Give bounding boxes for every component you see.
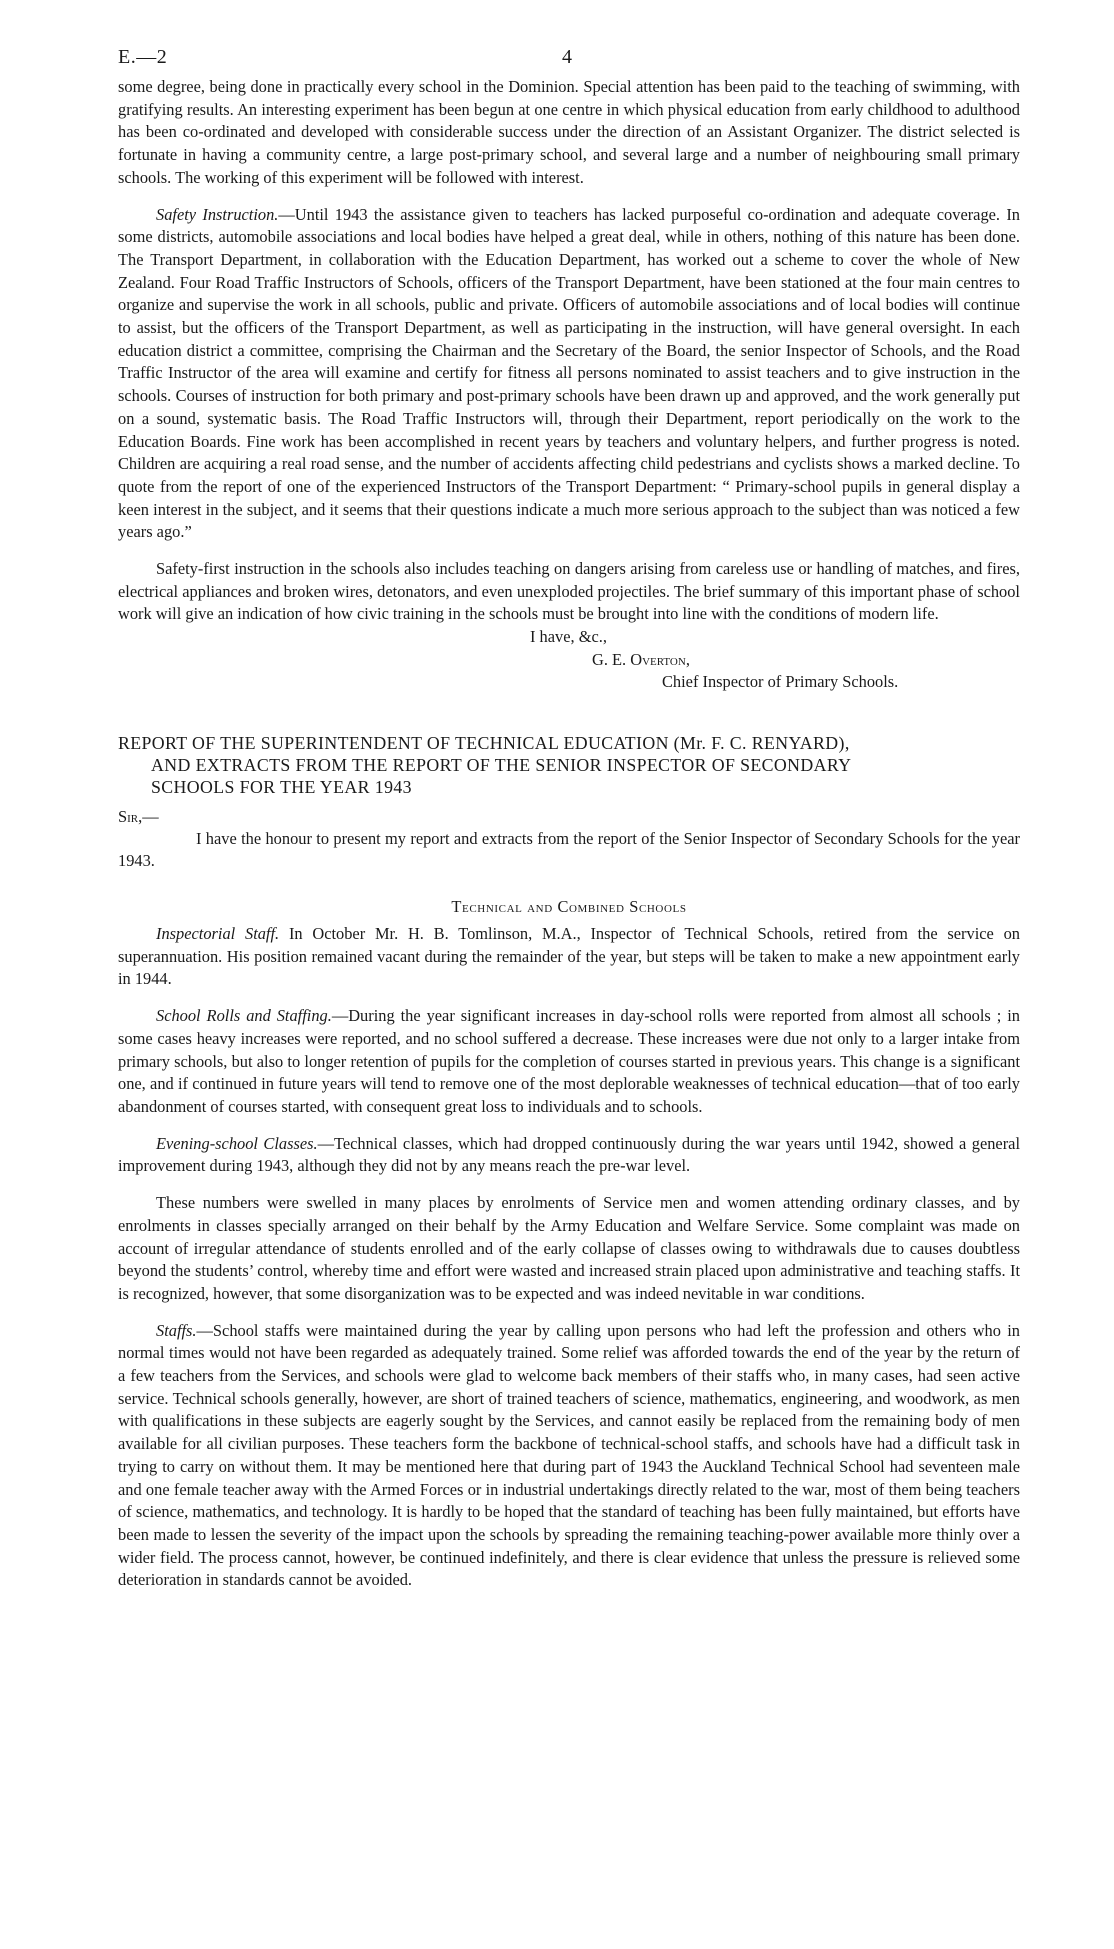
safety-instruction-text: —Until 1943 the assistance given to teachers has lacked purposeful co-ordination and adequate coverage. In some districts, automobile associations and local bodies have helped a great deal, while in others, nothing of this nature has been done. The Transport Department, in collaboration with the Education Department, has worked out a scheme to cover the whole of New Zealand. Four Road Traffic Instructors of Schools, officers of the Transport Department, have been stationed at the four main centres to organize and supervise the work in all schools, public and private. Officers of automobile associations and of local bodies will continue to assist, but the officers of the Transport Department, as well as participating in the instruction, will have general oversight. In each education district a committee, comprising the Chairman and the Secretary of the Board, the senior Inspector of Schools, and the Road Traffic Instructor of the area will examine and certify for fitness all persons nominated to assist teachers and to give instruction in the schools. Courses of instruction for both primary and post-primary schools have been drawn up and approved, and the work generally put on a sound, systematic basis. The Road Traffic Instructors will, through their Department, report periodically on the work to the Education Boards. Fine work has been accomplished in recent years by teachers and voluntary helpers, and further progress is noted. Children are acquiring a real road sense, and the number of accidents affecting child pedestrians and cyclists shows a marked decline. To quote from the report of one of the experienced Instructors of the Transport Department: “ Primary-school pupils in general display a keen interest in the subject, and it seems that their questions indicate a much more serious approach to the subject than was noticed a few years ago.” (118, 204, 1020, 542)
run-in-heading-rolls: School Rolls and Staffing. (156, 1006, 332, 1026)
page-number: 4 (562, 46, 572, 68)
run-in-heading-inspectorial: Inspectorial Staff. (156, 924, 280, 944)
signatory-name: G. E. Overton, (592, 649, 690, 669)
staffs-text: —School staffs were maintained during the year by calling upon persons who had left the profession and others who in normal times would not have been regarded as adequately trained. Some relief was afforded towards the end of the year by the return of a few teachers from the Services, and schools were glad to welcome back members of their staffs who, in many cases, had seen active service. Technical schools generally, however, are short of trained teachers of science, mathematics, engineering, and woodwork, as men with qualifications in these subjects are eagerly sought by the Services, and cannot easily be replaced from the remaining body of men available for all civilian purposes. These teachers form the backbone of technical-school staffs, and schools have had a difficult task in trying to carry on without them. It may be mentioned here that during part of 1943 the Auckland Technical School had seventeen male and one female teacher away with the Armed Forces or in industrial undertakings directly related to the war, most of them being teachers of science, mathematics, and technology. It is hardly to be hoped that the standard of teaching has been fully maintained, but efforts have been made to lessen the severity of the impact upon the schools by spreading the remaining teaching-power available more thinly over a wider field. The process cannot, however, be continued indefinitely, and there is clear evidence that unless the pressure is relieved some deterioration in standards cannot be avoided. (118, 1320, 1020, 1590)
paragraph-staffs (118, 1320, 1020, 1592)
paragraph-physical-education: some degree, being done in practically every school in the Dominion. Special attention has been paid to the teaching of swimming, with gratifying results. An interesting experiment has been begun at one centre in which physical education from early childhood to adulthood has been co-ordinated and developed with considerable success under the direction of an Assistant Organizer. The district selected is fortunate in having a community centre, a large post-primary school, and several large and a number of neighbouring small primary schools. The working of this experiment will be followed with interest. (118, 77, 1020, 187)
paragraph-school-rolls (118, 1005, 1020, 1119)
document-reference: E.—2 (118, 46, 168, 68)
school-rolls-text: —During the year significant increases in day-school rolls were reported from almost all schools ; in some cases heavy increases were reported, and no school suffered a decrease. These increases were due not only to a larger intake from primary schools, but also to longer retention of pupils for the completion of courses started in previous years. This change is a significant one, and if continued in future years will tend to remove one of the most deplorable weaknesses of technical education—that of too early abandonment of courses started, with consequent great loss to individuals and to schools. (118, 1006, 1021, 1116)
paragraph-safety-instruction (118, 204, 1020, 545)
run-in-heading-staffs: Staffs. (156, 1320, 197, 1340)
evening-classes-text: —Technical classes, which had dropped continuously during the war years until 1942, showed a general improvement during 1943, although they did not by any means reach the pre-war level. (118, 1133, 1020, 1176)
paragraph-safety-first: Safety-first instruction in the schools also includes teaching on dangers arising from careless use or handling of matches, and fires, electrical appliances and broken wires, detonators, and even unexploded projectiles. The brief summary of this important phase of school work will give an indication of how civic training in the schools must be brought into line with the conditions of modern life. (118, 559, 1020, 624)
report-heading-line-3: SCHOOLS FOR THE YEAR 1943 (151, 776, 412, 797)
signatory-title: Chief Inspector of Primary Schools. (662, 672, 899, 692)
document-page (118, 46, 1020, 1592)
run-in-heading-safety: Safety Instruction. (156, 204, 279, 224)
closing-phrase: I have, &c., (530, 627, 607, 647)
paragraph-inspectorial-staff (118, 923, 1020, 991)
salutation: Sir,— (118, 806, 159, 826)
letter-closing (118, 626, 1020, 694)
section-heading-technical: Technical and Combined Schools (451, 897, 687, 917)
page-header (118, 46, 1020, 76)
report-heading-line-2: AND EXTRACTS FROM THE REPORT OF THE SENIOR INSPECTOR OF SECONDARY (151, 754, 852, 775)
report-heading-line-1: REPORT OF THE SUPERINTENDENT OF TECHNICAL EDUCATION (Mr. F. C. RENYARD), (118, 732, 850, 753)
paragraph-enrolments: These numbers were swelled in many places by enrolments of Service men and women attending ordinary classes, and by enrolments in classes specially arranged on their behalf by the Army Education and Welfare Service. Some complaint was made on account of irregular attendance of students enrolled and of the early collapse of classes owing to withdrawals due to causes doubtless beyond the students’ control, whereby time and effort were wasted and increased strain placed upon administrative and teaching staffs. It is recognized, however, that some disorganization was to be expected and was indeed nevitable in war conditions. (118, 1193, 1020, 1303)
inspectorial-staff-text: In October Mr. H. B. Tomlinson, M.A., Inspector of Technical Schools, retired from the service on superannuation. His position remained vacant during the remainder of the year, but steps will be taken to make a new appointment early in 1944. (118, 924, 1020, 989)
paragraph-report-intro: I have the honour to present my report and extracts from the report of the Senior Inspector of Secondary Schools for the year 1943. (118, 828, 1020, 871)
paragraph-evening-classes (118, 1133, 1020, 1178)
report-heading (118, 732, 1020, 798)
run-in-heading-evening: Evening-school Classes. (156, 1133, 318, 1153)
